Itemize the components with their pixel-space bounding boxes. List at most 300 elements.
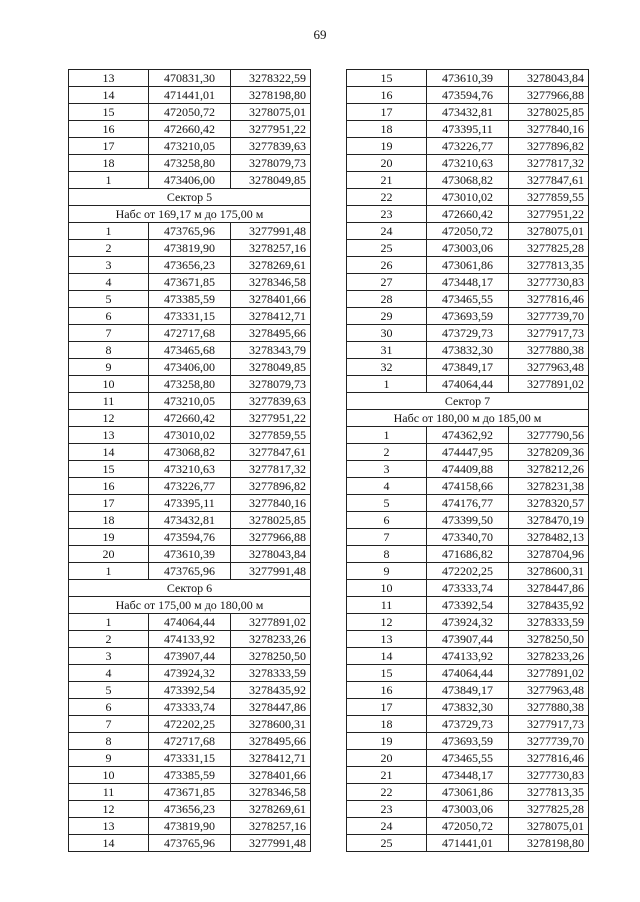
table-row (347, 529, 589, 546)
table-row (69, 257, 311, 274)
sector-header-row (69, 206, 311, 223)
y-coordinate: 3278250,50 (231, 648, 311, 665)
table-row (69, 70, 311, 87)
point-number: 16 (347, 87, 427, 104)
x-coordinate: 472660,42 (149, 121, 231, 138)
x-coordinate: 474447,95 (427, 444, 509, 461)
point-number: 3 (347, 461, 427, 478)
point-number: 28 (347, 291, 427, 308)
table-row (69, 750, 311, 767)
x-coordinate: 472050,72 (427, 818, 509, 835)
sector-header: Сектор 6 (69, 580, 311, 597)
table-row (347, 682, 589, 699)
x-coordinate: 472202,25 (149, 716, 231, 733)
table-row (69, 359, 311, 376)
table-row (347, 631, 589, 648)
x-coordinate: 473210,05 (149, 138, 231, 155)
x-coordinate: 473610,39 (149, 546, 231, 563)
x-coordinate: 473465,68 (149, 342, 231, 359)
table-row (69, 682, 311, 699)
x-coordinate: 473819,90 (149, 818, 231, 835)
x-coordinate: 473003,06 (427, 240, 509, 257)
x-coordinate: 473924,32 (427, 614, 509, 631)
point-number: 16 (347, 682, 427, 699)
point-number: 17 (69, 495, 149, 512)
y-coordinate: 3277825,28 (509, 240, 589, 257)
table-row (69, 716, 311, 733)
x-coordinate: 473693,59 (427, 308, 509, 325)
x-coordinate: 473061,86 (427, 784, 509, 801)
x-coordinate: 473729,73 (427, 716, 509, 733)
y-coordinate: 3278075,01 (509, 818, 589, 835)
x-coordinate: 473907,44 (149, 648, 231, 665)
x-coordinate: 473210,63 (427, 155, 509, 172)
y-coordinate: 3278049,85 (231, 359, 311, 376)
y-coordinate: 3278233,26 (509, 648, 589, 665)
table-row (69, 478, 311, 495)
sector-header-row (347, 393, 589, 410)
y-coordinate: 3278025,85 (509, 104, 589, 121)
x-coordinate: 474158,66 (427, 478, 509, 495)
y-coordinate: 3277991,48 (231, 223, 311, 240)
y-coordinate: 3277817,32 (509, 155, 589, 172)
x-coordinate: 473392,54 (149, 682, 231, 699)
x-coordinate: 473907,44 (427, 631, 509, 648)
y-coordinate: 3278346,58 (231, 274, 311, 291)
y-coordinate: 3278049,85 (231, 172, 311, 189)
point-number: 12 (69, 410, 149, 427)
point-number: 11 (69, 784, 149, 801)
y-coordinate: 3277991,48 (231, 835, 311, 852)
y-coordinate: 3278025,85 (231, 512, 311, 529)
x-coordinate: 473226,77 (149, 478, 231, 495)
point-number: 29 (347, 308, 427, 325)
y-coordinate: 3277896,82 (231, 478, 311, 495)
y-coordinate: 3277951,22 (509, 206, 589, 223)
x-coordinate: 473610,39 (427, 70, 509, 87)
table-row (347, 495, 589, 512)
point-number: 16 (69, 121, 149, 138)
table-row (347, 274, 589, 291)
y-coordinate: 3277739,70 (509, 308, 589, 325)
point-number: 3 (69, 257, 149, 274)
table-row (347, 444, 589, 461)
point-number: 19 (347, 733, 427, 750)
sector-header: Набс от 180,00 м до 185,00 м (347, 410, 589, 427)
point-number: 21 (347, 172, 427, 189)
y-coordinate: 3277859,55 (509, 189, 589, 206)
point-number: 1 (347, 427, 427, 444)
table-row (347, 767, 589, 784)
point-number: 9 (347, 563, 427, 580)
x-coordinate: 473448,17 (427, 274, 509, 291)
table-row (69, 104, 311, 121)
point-number: 1 (69, 223, 149, 240)
y-coordinate: 3278250,50 (509, 631, 589, 648)
point-number: 6 (69, 308, 149, 325)
point-number: 13 (69, 427, 149, 444)
point-number: 10 (69, 767, 149, 784)
y-coordinate: 3278435,92 (231, 682, 311, 699)
table-row (69, 546, 311, 563)
x-coordinate: 471441,01 (149, 87, 231, 104)
sector-header-row (347, 410, 589, 427)
x-coordinate: 473258,80 (149, 376, 231, 393)
coordinates-table-right (346, 69, 589, 852)
table-row (69, 733, 311, 750)
table-row (69, 461, 311, 478)
point-number: 1 (69, 614, 149, 631)
table-row (69, 393, 311, 410)
y-coordinate: 3278075,01 (509, 223, 589, 240)
x-coordinate: 472717,68 (149, 733, 231, 750)
point-number: 23 (347, 206, 427, 223)
x-coordinate: 473849,17 (427, 359, 509, 376)
x-coordinate: 473010,02 (427, 189, 509, 206)
point-number: 6 (347, 512, 427, 529)
y-coordinate: 3277896,82 (509, 138, 589, 155)
table-row (347, 223, 589, 240)
x-coordinate: 473594,76 (149, 529, 231, 546)
x-coordinate: 473729,73 (427, 325, 509, 342)
y-coordinate: 3277966,88 (509, 87, 589, 104)
x-coordinate: 471441,01 (427, 835, 509, 852)
table-row (69, 155, 311, 172)
table-row (69, 87, 311, 104)
table-row (347, 546, 589, 563)
y-coordinate: 3277847,61 (509, 172, 589, 189)
page-number: 69 (313, 27, 327, 42)
y-coordinate: 3278412,71 (231, 308, 311, 325)
x-coordinate: 473924,32 (149, 665, 231, 682)
x-coordinate: 473068,82 (149, 444, 231, 461)
table-row (347, 512, 589, 529)
x-coordinate: 474409,88 (427, 461, 509, 478)
y-coordinate: 3278447,86 (509, 580, 589, 597)
point-number: 20 (347, 155, 427, 172)
y-coordinate: 3278470,19 (509, 512, 589, 529)
point-number: 24 (347, 818, 427, 835)
x-coordinate: 472050,72 (427, 223, 509, 240)
table-row (347, 342, 589, 359)
table-row (347, 716, 589, 733)
y-coordinate: 3278198,80 (509, 835, 589, 852)
point-number: 14 (69, 87, 149, 104)
y-coordinate: 3277917,73 (509, 325, 589, 342)
y-coordinate: 3278495,66 (231, 733, 311, 750)
table-row (347, 308, 589, 325)
y-coordinate: 3277891,02 (509, 665, 589, 682)
x-coordinate: 473656,23 (149, 257, 231, 274)
y-coordinate: 3277963,48 (509, 682, 589, 699)
point-number: 8 (69, 733, 149, 750)
y-coordinate: 3278198,80 (231, 87, 311, 104)
point-number: 8 (69, 342, 149, 359)
y-coordinate: 3277813,35 (509, 784, 589, 801)
y-coordinate: 3278343,79 (231, 342, 311, 359)
table-row (347, 801, 589, 818)
x-coordinate: 473832,30 (427, 342, 509, 359)
y-coordinate: 3277966,88 (231, 529, 311, 546)
table-row (347, 376, 589, 393)
point-number: 21 (347, 767, 427, 784)
table-row (69, 325, 311, 342)
y-coordinate: 3277880,38 (509, 699, 589, 716)
table-row (347, 563, 589, 580)
x-coordinate: 473849,17 (427, 682, 509, 699)
table-row (69, 512, 311, 529)
table-row (69, 274, 311, 291)
x-coordinate: 474133,92 (427, 648, 509, 665)
x-coordinate: 473406,00 (149, 172, 231, 189)
x-coordinate: 473432,81 (149, 512, 231, 529)
point-number: 24 (347, 223, 427, 240)
y-coordinate: 3278257,16 (231, 818, 311, 835)
point-number: 19 (69, 529, 149, 546)
y-coordinate: 3277951,22 (231, 410, 311, 427)
table-row (69, 172, 311, 189)
y-coordinate: 3277891,02 (509, 376, 589, 393)
x-coordinate: 472050,72 (149, 104, 231, 121)
table-row (69, 495, 311, 512)
x-coordinate: 474362,92 (427, 427, 509, 444)
x-coordinate: 473819,90 (149, 240, 231, 257)
table-row (69, 240, 311, 257)
y-coordinate: 3277839,63 (231, 393, 311, 410)
table-row (347, 597, 589, 614)
y-coordinate: 3278412,71 (231, 750, 311, 767)
point-number: 18 (69, 512, 149, 529)
table-row (69, 342, 311, 359)
table-row (69, 699, 311, 716)
point-number: 2 (69, 240, 149, 257)
table-row (347, 70, 589, 87)
x-coordinate: 473385,59 (149, 767, 231, 784)
table-row (69, 648, 311, 665)
x-coordinate: 473765,96 (149, 835, 231, 852)
table-row (347, 240, 589, 257)
x-coordinate: 473210,05 (149, 393, 231, 410)
x-coordinate: 474064,44 (427, 665, 509, 682)
y-coordinate: 3277963,48 (509, 359, 589, 376)
x-coordinate: 473061,86 (427, 257, 509, 274)
table-row (69, 835, 311, 852)
x-coordinate: 473331,15 (149, 750, 231, 767)
x-coordinate: 473432,81 (427, 104, 509, 121)
x-coordinate: 473656,23 (149, 801, 231, 818)
y-coordinate: 3278401,66 (231, 767, 311, 784)
sector-header-row (69, 597, 311, 614)
point-number: 17 (347, 699, 427, 716)
y-coordinate: 3278043,84 (231, 546, 311, 563)
sector-header-row (69, 580, 311, 597)
table-row (347, 189, 589, 206)
table-row (347, 750, 589, 767)
sector-header: Сектор 7 (347, 393, 589, 410)
y-coordinate: 3278269,61 (231, 801, 311, 818)
x-coordinate: 472202,25 (427, 563, 509, 580)
point-number: 9 (69, 359, 149, 376)
table-row (69, 784, 311, 801)
table-row (347, 784, 589, 801)
x-coordinate: 473395,11 (149, 495, 231, 512)
y-coordinate: 3277991,48 (231, 563, 311, 580)
point-number: 15 (347, 70, 427, 87)
y-coordinate: 3277739,70 (509, 733, 589, 750)
table-row (69, 376, 311, 393)
point-number: 18 (347, 121, 427, 138)
point-number: 31 (347, 342, 427, 359)
y-coordinate: 3278401,66 (231, 291, 311, 308)
table-row (69, 138, 311, 155)
table-row (347, 699, 589, 716)
point-number: 30 (347, 325, 427, 342)
table-row (347, 325, 589, 342)
y-coordinate: 3278269,61 (231, 257, 311, 274)
table-row (347, 104, 589, 121)
point-number: 15 (347, 665, 427, 682)
y-coordinate: 3278704,96 (509, 546, 589, 563)
sector-header: Сектор 5 (69, 189, 311, 206)
point-number: 12 (347, 614, 427, 631)
table-row (347, 665, 589, 682)
point-number: 20 (69, 546, 149, 563)
y-coordinate: 3278600,31 (509, 563, 589, 580)
point-number: 4 (69, 274, 149, 291)
point-number: 5 (69, 682, 149, 699)
x-coordinate: 473465,55 (427, 291, 509, 308)
table-row (69, 308, 311, 325)
x-coordinate: 473210,63 (149, 461, 231, 478)
point-number: 4 (347, 478, 427, 495)
y-coordinate: 3278600,31 (231, 716, 311, 733)
y-coordinate: 3277813,35 (509, 257, 589, 274)
point-number: 14 (69, 444, 149, 461)
y-coordinate: 3277880,38 (509, 342, 589, 359)
point-number: 16 (69, 478, 149, 495)
table-row (69, 529, 311, 546)
point-number: 1 (69, 563, 149, 580)
point-number: 5 (69, 291, 149, 308)
y-coordinate: 3277891,02 (231, 614, 311, 631)
y-coordinate: 3278320,57 (509, 495, 589, 512)
y-coordinate: 3278257,16 (231, 240, 311, 257)
table-row (347, 172, 589, 189)
y-coordinate: 3278482,13 (509, 529, 589, 546)
x-coordinate: 473406,00 (149, 359, 231, 376)
y-coordinate: 3278212,26 (509, 461, 589, 478)
table-row (347, 733, 589, 750)
x-coordinate: 473765,96 (149, 223, 231, 240)
table-row (347, 138, 589, 155)
y-coordinate: 3277816,46 (509, 291, 589, 308)
x-coordinate: 473258,80 (149, 155, 231, 172)
y-coordinate: 3277951,22 (231, 121, 311, 138)
y-coordinate: 3278233,26 (231, 631, 311, 648)
x-coordinate: 473010,02 (149, 427, 231, 444)
x-coordinate: 473594,76 (427, 87, 509, 104)
table-row (347, 818, 589, 835)
y-coordinate: 3277917,73 (509, 716, 589, 733)
table-row (347, 580, 589, 597)
point-number: 11 (347, 597, 427, 614)
table-row (347, 427, 589, 444)
y-coordinate: 3278079,73 (231, 376, 311, 393)
y-coordinate: 3278495,66 (231, 325, 311, 342)
x-coordinate: 473003,06 (427, 801, 509, 818)
y-coordinate: 3278075,01 (231, 104, 311, 121)
point-number: 5 (347, 495, 427, 512)
point-number: 22 (347, 784, 427, 801)
point-number: 10 (347, 580, 427, 597)
y-coordinate: 3277839,63 (231, 138, 311, 155)
point-number: 2 (347, 444, 427, 461)
table-row (347, 206, 589, 223)
point-number: 22 (347, 189, 427, 206)
y-coordinate: 3277840,16 (509, 121, 589, 138)
point-number: 2 (69, 631, 149, 648)
x-coordinate: 474133,92 (149, 631, 231, 648)
y-coordinate: 3278079,73 (231, 155, 311, 172)
y-coordinate: 3277790,56 (509, 427, 589, 444)
point-number: 25 (347, 835, 427, 852)
y-coordinate: 3278322,59 (231, 70, 311, 87)
point-number: 6 (69, 699, 149, 716)
x-coordinate: 473671,85 (149, 274, 231, 291)
x-coordinate: 473832,30 (427, 699, 509, 716)
table-row (347, 359, 589, 376)
x-coordinate: 473399,50 (427, 512, 509, 529)
table-row (69, 121, 311, 138)
y-coordinate: 3277816,46 (509, 750, 589, 767)
table-row (69, 410, 311, 427)
y-coordinate: 3278209,36 (509, 444, 589, 461)
y-coordinate: 3277817,32 (231, 461, 311, 478)
x-coordinate: 473333,74 (427, 580, 509, 597)
x-coordinate: 473693,59 (427, 733, 509, 750)
y-coordinate: 3277730,83 (509, 767, 589, 784)
point-number: 18 (69, 155, 149, 172)
point-number: 13 (69, 818, 149, 835)
x-coordinate: 472660,42 (149, 410, 231, 427)
table-row (69, 427, 311, 444)
x-coordinate: 472717,68 (149, 325, 231, 342)
x-coordinate: 473333,74 (149, 699, 231, 716)
y-coordinate: 3278346,58 (231, 784, 311, 801)
sector-header: Набс от 175,00 м до 180,00 м (69, 597, 311, 614)
table-row (347, 291, 589, 308)
point-number: 8 (347, 546, 427, 563)
table-row (69, 563, 311, 580)
y-coordinate: 3278231,38 (509, 478, 589, 495)
y-coordinate: 3277730,83 (509, 274, 589, 291)
x-coordinate: 473395,11 (427, 121, 509, 138)
x-coordinate: 473385,59 (149, 291, 231, 308)
coordinates-table-left (68, 69, 311, 852)
sector-header: Набс от 169,17 м до 175,00 м (69, 206, 311, 223)
table-row (69, 818, 311, 835)
x-coordinate: 473465,55 (427, 750, 509, 767)
y-coordinate: 3277859,55 (231, 427, 311, 444)
x-coordinate: 473671,85 (149, 784, 231, 801)
x-coordinate: 470831,30 (149, 70, 231, 87)
point-number: 15 (69, 461, 149, 478)
point-number: 10 (69, 376, 149, 393)
point-number: 1 (69, 172, 149, 189)
point-number: 12 (69, 801, 149, 818)
table-row (347, 121, 589, 138)
point-number: 23 (347, 801, 427, 818)
